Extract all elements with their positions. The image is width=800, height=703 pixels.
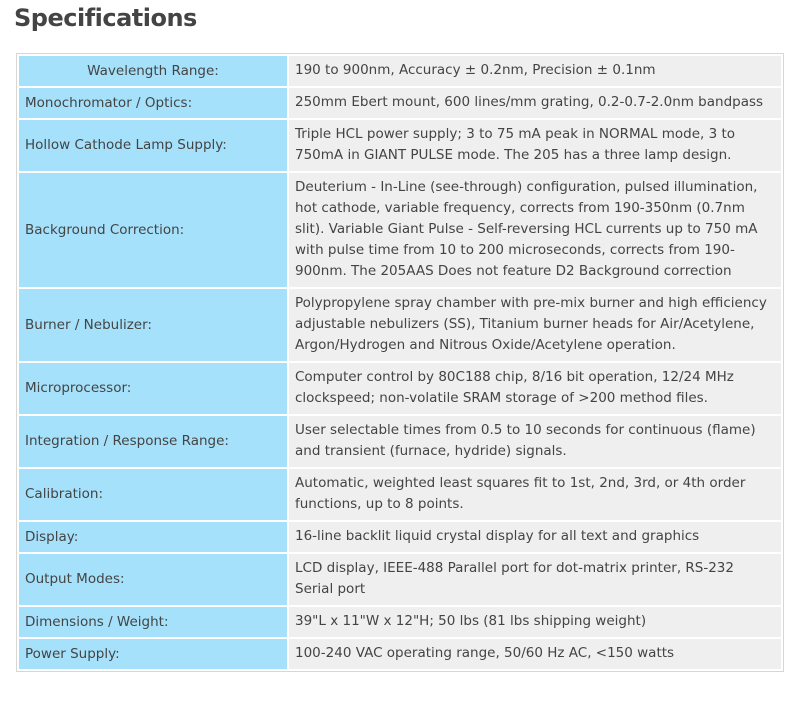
table-row — [19, 289, 781, 361]
page-title: Specifications — [14, 4, 197, 32]
spec-label: Wavelength Range: — [19, 56, 287, 86]
spec-value: Deuterium - In-Line (see-through) configuration, pulsed illumination, hot cathode, variable frequency, corrects from 190-350nm (0.7nm slit). Variable Giant Pulse - Self-reversing HCL currents up to 750 mA with pulse time from 10 to 200 microseconds, corrects from 190-900nm. The 205AAS Does not feature D2 Background correction — [289, 173, 781, 287]
specifications-table — [16, 53, 784, 672]
table-row — [19, 639, 781, 669]
spec-label: Background Correction: — [19, 173, 287, 287]
table-row — [19, 173, 781, 287]
table-row — [19, 363, 781, 414]
spec-label: Output Modes: — [19, 554, 287, 605]
table-row — [19, 607, 781, 637]
table-row — [19, 416, 781, 467]
spec-label: Calibration: — [19, 469, 287, 520]
spec-label: Microprocessor: — [19, 363, 287, 414]
spec-label: Power Supply: — [19, 639, 287, 669]
table-row — [19, 88, 781, 118]
spec-label: Burner / Nebulizer: — [19, 289, 287, 361]
table-row — [19, 522, 781, 552]
table-row — [19, 469, 781, 520]
spec-value: 100-240 VAC operating range, 50/60 Hz AC, <150 watts — [289, 639, 781, 669]
spec-label: Integration / Response Range: — [19, 416, 287, 467]
spec-value: Computer control by 80C188 chip, 8/16 bit operation, 12/24 MHz clockspeed; non-volatile SRAM storage of >200 method files. — [289, 363, 781, 414]
spec-label: Hollow Cathode Lamp Supply: — [19, 120, 287, 171]
spec-value: User selectable times from 0.5 to 10 seconds for continuous (flame) and transient (furnace, hydride) signals. — [289, 416, 781, 467]
spec-value: 190 to 900nm, Accuracy ± 0.2nm, Precision ± 0.1nm — [289, 56, 781, 86]
spec-label: Dimensions / Weight: — [19, 607, 287, 637]
table-row — [19, 56, 781, 86]
spec-value: 39"L x 11"W x 12"H; 50 lbs (81 lbs shipping weight) — [289, 607, 781, 637]
spec-value: LCD display, IEEE-488 Parallel port for dot-matrix printer, RS-232 Serial port — [289, 554, 781, 605]
table-row — [19, 554, 781, 605]
spec-value: Polypropylene spray chamber with pre-mix burner and high efficiency adjustable nebulizers (SS), Titanium burner heads for Air/Acetylene, Argon/Hydrogen and Nitrous Oxide/Acetylene operation. — [289, 289, 781, 361]
spec-label: Monochromator / Optics: — [19, 88, 287, 118]
spec-label: Display: — [19, 522, 287, 552]
spec-value: 250mm Ebert mount, 600 lines/mm grating, 0.2-0.7-2.0nm bandpass — [289, 88, 781, 118]
spec-value: 16-line backlit liquid crystal display for all text and graphics — [289, 522, 781, 552]
table-row — [19, 120, 781, 171]
spec-value: Automatic, weighted least squares fit to 1st, 2nd, 3rd, or 4th order functions, up to 8 points. — [289, 469, 781, 520]
spec-value: Triple HCL power supply; 3 to 75 mA peak in NORMAL mode, 3 to 750mA in GIANT PULSE mode. The 205 has a three lamp design. — [289, 120, 781, 171]
